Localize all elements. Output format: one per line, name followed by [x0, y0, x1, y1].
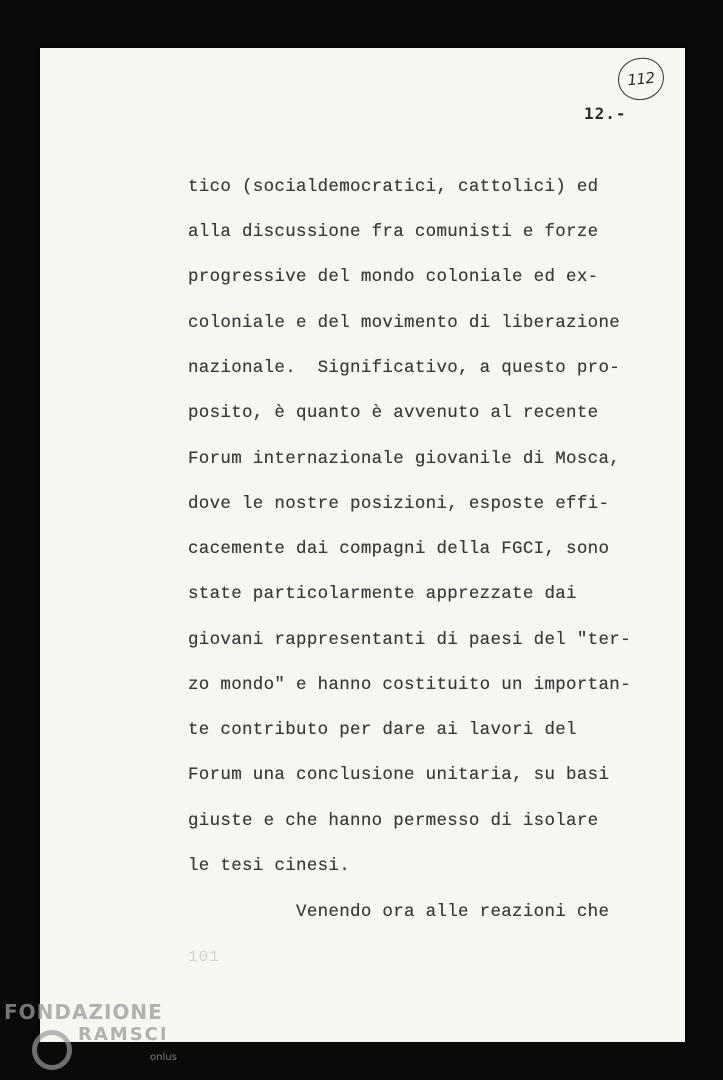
page-number: 12.- [584, 104, 627, 123]
text-line: giovani rappresentanti di paesi del "ter- [188, 630, 631, 650]
text-line: alla discussione fra comunisti e forze [188, 222, 599, 242]
text-line: dove le nostre posizioni, esposte effi- [188, 494, 610, 514]
text-line: le tesi cinesi. [188, 856, 351, 876]
text-line: tico (socialdemocratici, cattolici) ed [188, 177, 599, 197]
text-line: posito, è quanto è avvenuto al recente [188, 403, 599, 423]
text-line: cacemente dai compagni della FGCI, sono [188, 539, 610, 559]
text-line: state particolarmente apprezzate dai [188, 584, 577, 604]
faint-bleed-through-mark: 101 [188, 948, 220, 966]
text-line: coloniale e del movimento di liberazione [188, 313, 621, 333]
text-line: giuste e che hanno permesso di isolare [188, 811, 599, 831]
archive-number-stamp: 112 [616, 56, 666, 103]
text-line: nazionale. Significativo, a questo pro- [188, 358, 621, 378]
watermark-line1: FONDAZIONE [4, 1000, 163, 1024]
watermark-g-logo-icon [32, 1030, 72, 1070]
text-line: progressive del mondo coloniale ed ex- [188, 267, 599, 287]
fondazione-gramsci-watermark [4, 1000, 194, 1080]
text-line: Venendo ora alle reazioni che [188, 902, 610, 922]
text-line: Forum internazionale giovanile di Mosca, [188, 449, 621, 469]
text-line: Forum una conclusione unitaria, su basi [188, 765, 610, 785]
watermark-line3: onlus [150, 1052, 177, 1063]
text-line: te contributo per dare ai lavori del [188, 720, 577, 740]
watermark-line2: RAMSCI [78, 1024, 169, 1045]
text-line: zo mondo" e hanno costituito un importan- [188, 675, 631, 695]
